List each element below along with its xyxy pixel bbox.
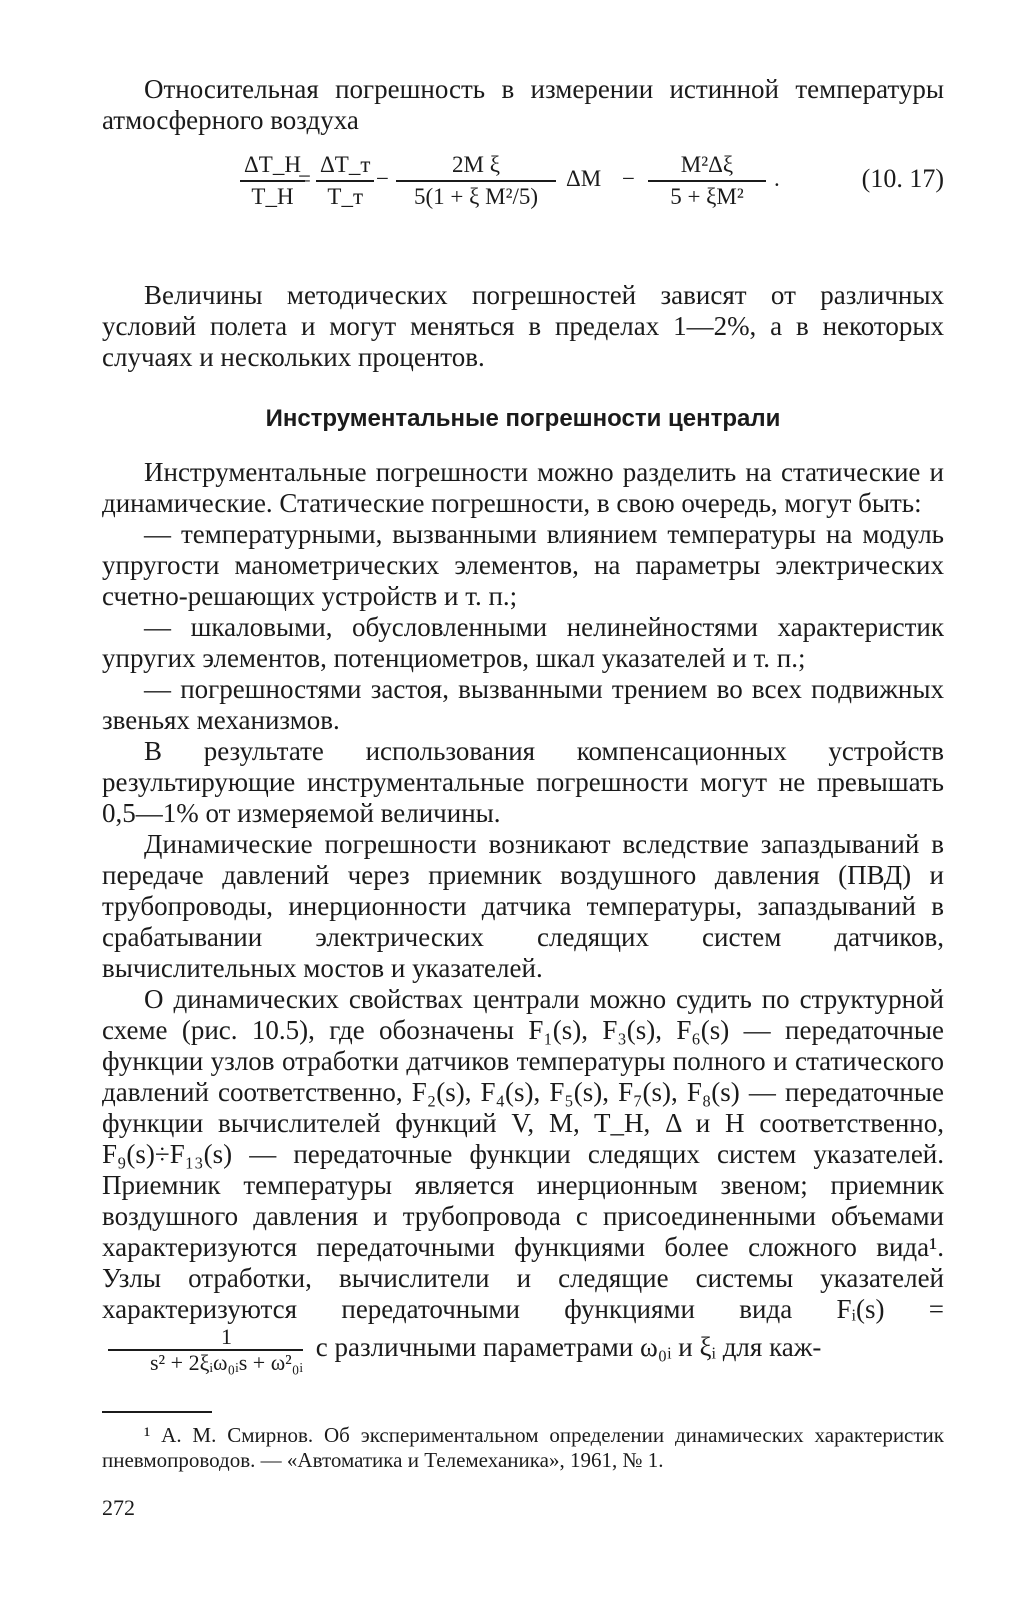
paragraph-dynamic-properties — [102, 984, 944, 1375]
formula-10-17 — [102, 148, 944, 268]
formula-term1-num: ΔT_т — [316, 152, 374, 182]
formula-equals: = — [298, 166, 311, 191]
transfer-function-num: 1 — [108, 1325, 303, 1351]
formula-term2-num: 2M ξ — [396, 152, 556, 182]
section-heading: Инструментальные погрешности централи — [265, 405, 781, 432]
list-item-temperature: — температурными, вызванными влиянием температуры на модуль упругости манометрических элементов, на параметры электрических счетно-решающих устройств и т. п.; — [102, 519, 944, 611]
formula-lhs-den: T_H — [251, 184, 294, 209]
paragraph-compensation: В результате использования компенсационных устройств результирующие инструментальные погрешности могут не превышать 0,5—1% от измеряемой величины. — [102, 736, 944, 828]
formula-term3 — [648, 152, 766, 210]
transfer-function-den: s² + 2ξᵢω₀ᵢs + ω²₀ᵢ — [150, 1350, 304, 1375]
book-page — [102, 70, 944, 1521]
list-item-stagnation: — погрешностями застоя, вызванными трением во всех подвижных звеньях механизмов. — [102, 674, 944, 735]
formula-lhs-num: ΔT_H — [240, 152, 305, 182]
page-number: 272 — [102, 1495, 135, 1520]
formula-minus-1: − — [376, 166, 389, 191]
formula-term3-num: M²Δξ — [648, 152, 766, 182]
formula-period: . — [774, 166, 780, 191]
formula-delta-m: ΔM — [566, 166, 602, 191]
paragraph-dynamic-errors: Динамические погрешности возникают вследствие запаздываний в передаче давлений через приемник воздушного давления (ПВД) и трубопроводы, инерционности датчика температуры, запаздываний в срабатывании электрических следящих систем датчиков, вычислительных мостов и указателей. — [102, 829, 944, 983]
paragraph-dynamic-properties-text: О динамических свойствах централи можно судить по структурной схеме (рис. 10.5), где обозначены F₁(s), F₃(s), F₆(s) — передаточные функции узлов отработки датчиков температуры полного и статического давлений соответственно, F₂(s), F₄(s), F₅(s), F₇(s), F₈(s) — передаточные функции вычислителей функций V, M, T_H, Δ и H соответственно, F₉(s)÷F₁₃(s) — передаточные функции следящих систем указателей. Приемник температуры является инерционным звеном; приемник воздушного давления и трубопровода с присоединенными объемами характеризуются передаточными функциями более сложного вида¹. Узлы отработки, вычислители и следящие системы указателей характеризуются передаточными функциями вида Fᵢ(s) = — [102, 984, 944, 1324]
list-item-scale: — шкаловыми, обусловленными нелинейностями характеристик упругих элементов, потенциометров, шкал указателей и т. п.; — [102, 612, 944, 673]
formula-term3-den: 5 + ξM² — [670, 184, 744, 209]
formula-term2-den: 5(1 + ξ M²/5) — [413, 184, 539, 209]
transfer-function-fraction — [108, 1325, 303, 1375]
formula-term2 — [396, 152, 556, 210]
formula-lhs — [240, 152, 305, 210]
paragraph-methodical-errors: Величины методических погрешностей зависят от различных условий полета и могут меняться в пределах 1—2%, а в некоторых случаях и нескольких процентов. — [102, 280, 944, 372]
formula-term1-den: T_т — [327, 184, 363, 209]
equation-number: (10. 17) — [861, 164, 944, 193]
paragraph-instrumental-errors: Инструментальные погрешности можно разделить на статические и динамические. Статические погрешности, в свою очередь, могут быть: — [102, 457, 944, 518]
footnote-divider — [102, 1411, 212, 1413]
formula-minus-2: − — [622, 166, 635, 191]
formula-term1 — [316, 152, 374, 210]
intro-paragraph: Относительная погрешность в измерении истинной температуры атмосферного воздуха — [102, 74, 944, 135]
paragraph-dynamic-properties-tail: с различными параметрами ω₀ᵢ и ξᵢ для каж- — [315, 1332, 822, 1363]
footnote: ¹ А. М. Смирнов. Об экспериментальном определении динамических характеристик пневмопроводов. — «Автоматика и Телемеханика», 1961, № 1. — [102, 1423, 944, 1472]
